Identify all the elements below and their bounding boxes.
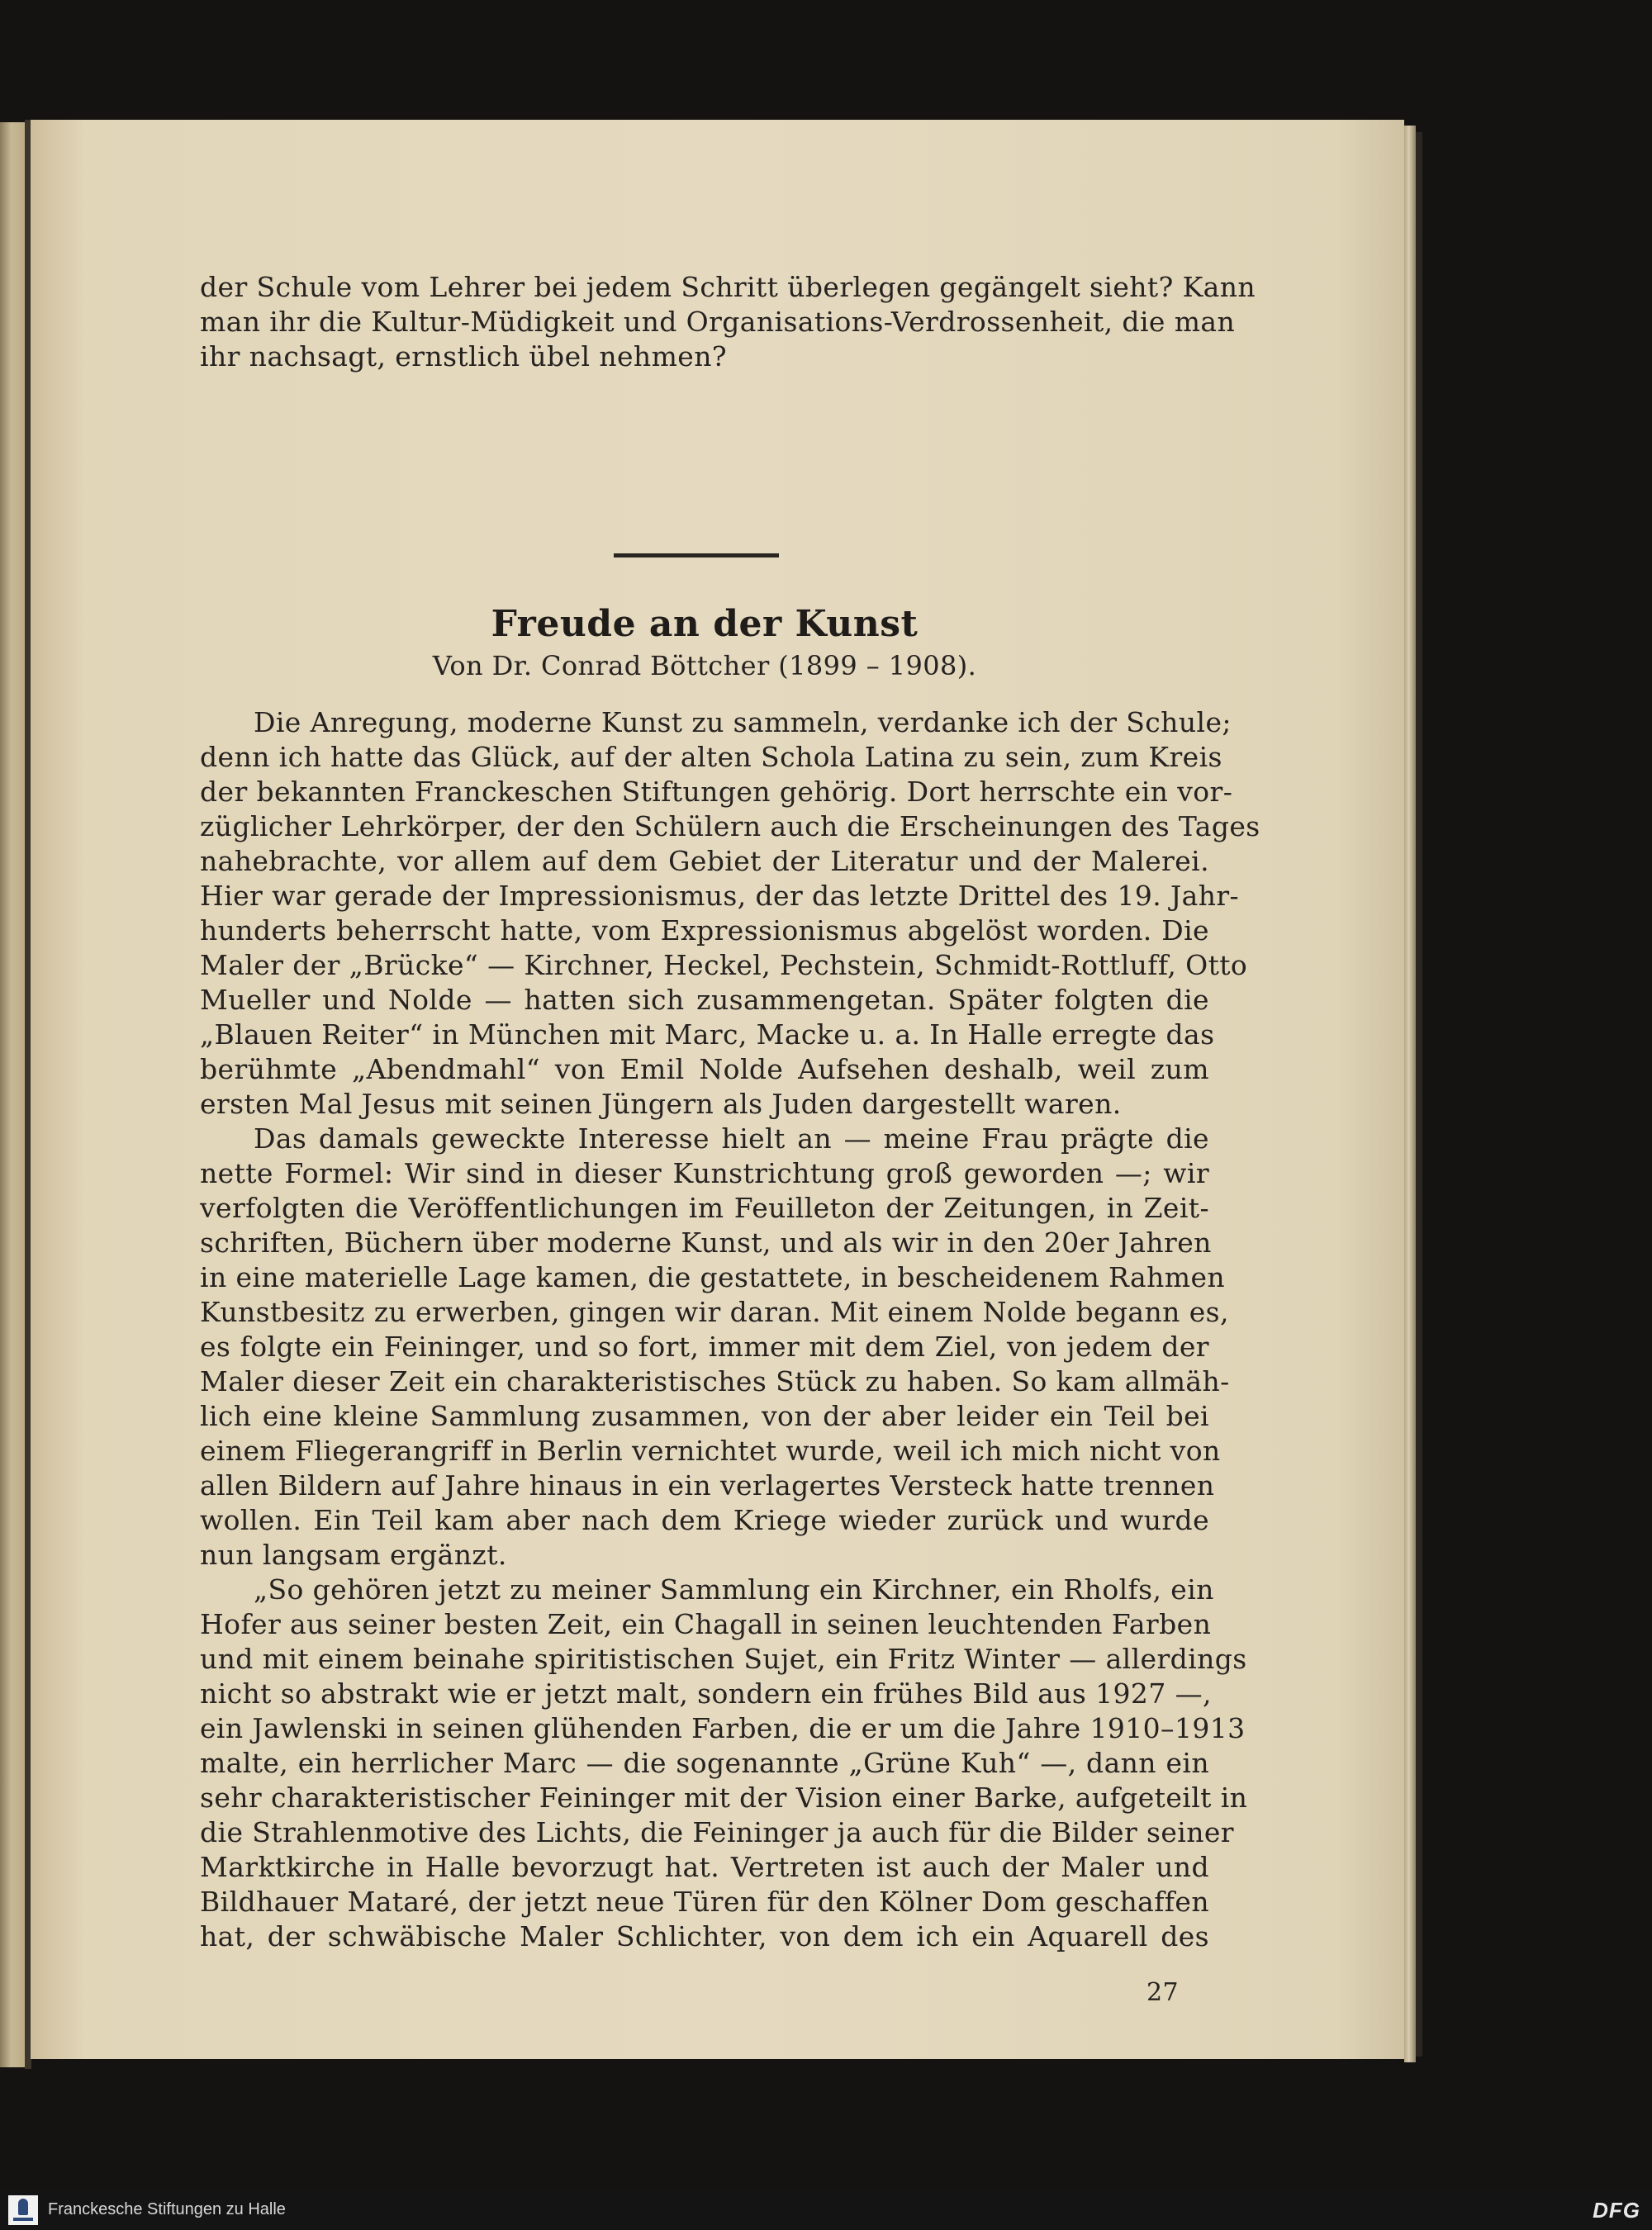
book-page bbox=[31, 120, 1404, 2059]
text-line: Bildhauer Mataré, der jetzt neue Türen für den Kölner Dom geschaffen bbox=[200, 1886, 1209, 1918]
page-stack-shadow bbox=[1416, 132, 1422, 2057]
text-line: Hofer aus seiner besten Zeit, ein Chagall in seinen leuchtenden Farben bbox=[200, 1608, 1212, 1640]
text-line: Maler der „Brücke“ — Kirchner, Heckel, Pechstein, Schmidt-Rottluff, Otto bbox=[200, 949, 1248, 981]
text-line: hat, der schwäbische Maler Schlichter, von dem ich ein Aquarell des bbox=[200, 1920, 1209, 1952]
text-line: allen Bildern auf Jahre hinaus in ein verlagertes Versteck hatte trennen bbox=[200, 1469, 1215, 1502]
page-stack-edge bbox=[1404, 126, 1416, 2062]
text-line: berühmte „Abendmahl“ von Emil Nolde Aufsehen deshalb, weil zum bbox=[200, 1053, 1209, 1085]
page-number: 27 bbox=[1146, 1978, 1179, 2007]
article-author: Von Dr. Conrad Böttcher (1899 – 1908). bbox=[432, 650, 977, 681]
text-line: sehr charakteristischer Feininger mit der Vision einer Barke, aufgeteilt in bbox=[200, 1782, 1248, 1814]
dfg-logo[interactable]: DFG bbox=[1593, 2198, 1640, 2223]
text-line: lich eine kleine Sammlung zusammen, von der aber leider ein Teil bei bbox=[200, 1400, 1209, 1432]
text-line: schriften, Büchern über moderne Kunst, und als wir in den 20er Jahren bbox=[200, 1226, 1212, 1259]
text-line: Kunstbesitz zu erwerben, gingen wir daran. Mit einem Nolde begann es, bbox=[200, 1296, 1229, 1328]
article-title: Freude an der Kunst bbox=[491, 603, 919, 645]
text-line: nicht so abstrakt wie er jetzt malt, sondern ein frühes Bild aus 1927 —, bbox=[200, 1677, 1212, 1710]
text-line: einem Fliegerangriff in Berlin vernichtet wurde, weil ich mich nicht von bbox=[200, 1435, 1221, 1467]
text-line: ersten Mal Jesus mit seinen Jüngern als Juden dargestellt waren. bbox=[200, 1088, 1122, 1120]
text-line: Mueller und Nolde — hatten sich zusammengetan. Später folgten die bbox=[200, 984, 1209, 1016]
text-line: hunderts beherrscht hatte, vom Expressionismus abgelöst worden. Die bbox=[200, 914, 1209, 947]
text-line: es folgte ein Feininger, und so fort, immer mit dem Ziel, von jedem der bbox=[200, 1331, 1209, 1363]
footer-institution-link[interactable]: Franckesche Stiftungen zu Halle bbox=[48, 2200, 286, 2218]
text-line: züglicher Lehrkörper, der den Schülern auch die Erscheinungen des Tages bbox=[200, 810, 1260, 842]
text-line: Hier war gerade der Impressionismus, der das letzte Drittel des 19. Jahr- bbox=[200, 880, 1240, 912]
text-line: „So gehören jetzt zu meiner Sammlung ein Kirchner, ein Rholfs, ein bbox=[254, 1573, 1214, 1606]
text-line: Maler dieser Zeit ein charakteristisches Stück zu haben. So kam allmäh- bbox=[200, 1365, 1230, 1397]
text-line: die Strahlenmotive des Lichts, die Feininger ja auch für die Bilder seiner bbox=[200, 1816, 1234, 1848]
section-divider-rule bbox=[614, 553, 779, 558]
text-line: nun langsam ergänzt. bbox=[200, 1539, 507, 1571]
text-line: der bekannten Franckeschen Stiftungen gehörig. Dort herrschte ein vor- bbox=[200, 776, 1233, 808]
text-line: ein Jawlenski in seinen glühenden Farben, die er um die Jahre 1910–1913 bbox=[200, 1712, 1246, 1744]
text-line: der Schule vom Lehrer bei jedem Schritt überlegen gegängelt sieht? Kann bbox=[200, 271, 1256, 303]
text-line: wollen. Ein Teil kam aber nach dem Kriege wieder zurück und wurde bbox=[200, 1504, 1209, 1536]
text-line: Die Anregung, moderne Kunst zu sammeln, verdanke ich der Schule; bbox=[254, 706, 1232, 738]
text-line: denn ich hatte das Glück, auf der alten Schola Latina zu sein, zum Kreis bbox=[200, 741, 1222, 773]
institution-figure-icon[interactable] bbox=[8, 2195, 38, 2225]
text-line: „Blauen Reiter“ in München mit Marc, Macke u. a. In Halle erregte das bbox=[200, 1018, 1215, 1051]
text-line: nette Formel: Wir sind in dieser Kunstrichtung groß geworden —; wir bbox=[200, 1157, 1209, 1189]
text-line: verfolgten die Veröffentlichungen im Feuilleton der Zeitungen, in Zeit- bbox=[200, 1192, 1209, 1224]
text-line: malte, ein herrlicher Marc — die sogenannte „Grüne Kuh“ —, dann ein bbox=[200, 1747, 1209, 1779]
text-line: ihr nachsagt, ernstlich übel nehmen? bbox=[200, 340, 727, 372]
text-line: in eine materielle Lage kamen, die gestattete, in bescheidenem Rahmen bbox=[200, 1261, 1226, 1293]
viewer-footer-bar bbox=[0, 2190, 1652, 2230]
text-line: und mit einem beinahe spiritistischen Sujet, ein Fritz Winter — allerdings bbox=[200, 1643, 1247, 1675]
text-line: Marktkirche in Halle bevorzugt hat. Vertreten ist auch der Maler und bbox=[200, 1851, 1209, 1883]
left-page-edge bbox=[0, 122, 28, 2067]
text-line: nahebrachte, vor allem auf dem Gebiet der Literatur und der Malerei. bbox=[200, 845, 1209, 877]
text-line: Das damals geweckte Interesse hielt an — meine Frau prägte die bbox=[254, 1122, 1209, 1155]
text-line: man ihr die Kultur-Müdigkeit und Organisations-Verdrossenheit, die man bbox=[200, 306, 1236, 338]
